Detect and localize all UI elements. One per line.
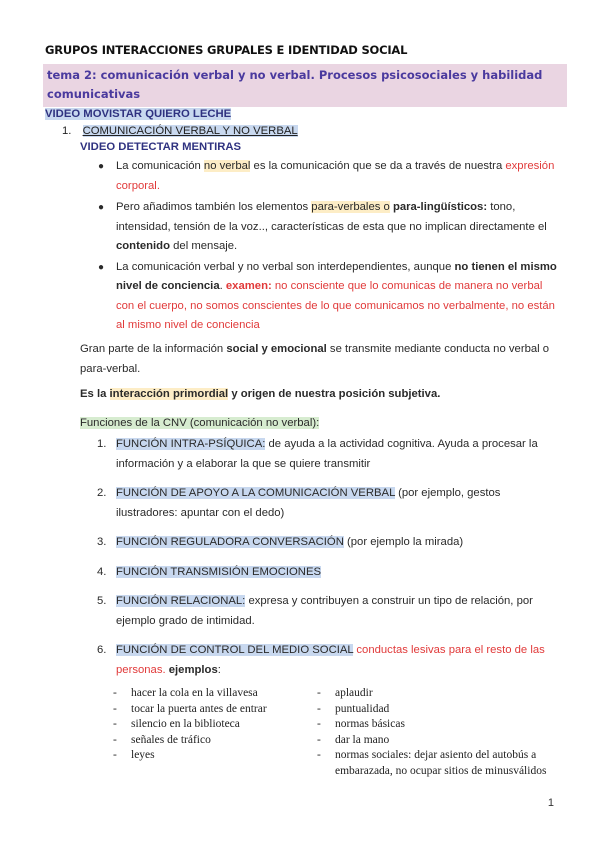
bullet-item (98, 157, 561, 196)
item-number: 6. (97, 644, 107, 656)
bullet-icon: ● (98, 261, 105, 273)
dash-icon: - (317, 733, 321, 746)
dash-icon: - (317, 687, 321, 699)
item-number: 5. (97, 595, 107, 607)
bold-text: para-lingüísticos: (392, 201, 488, 213)
text: La comunicación verbal y no verbal son interdependientes, aunque (116, 260, 455, 273)
text: (por ejemplo la mirada) (343, 536, 464, 548)
text: y origen de nuestra posición subjetiva. (228, 388, 441, 400)
video-note-2: VIDEO DETECTAR MENTIRAS (80, 141, 242, 153)
dash-icon: - (113, 687, 117, 699)
text: del mensaje. (169, 240, 238, 252)
function-item (97, 533, 556, 553)
text: tono, intensidad, tensión de la voz.., características de esta que no implican directamente el (116, 201, 547, 233)
functions-list (97, 435, 556, 680)
dash-icon: - (317, 718, 321, 730)
dash-icon: - (317, 749, 321, 761)
bullet-icon: ● (98, 161, 105, 172)
video-note-1-text: VIDEO MOVISTAR QUIERO LECHE (45, 108, 232, 120)
function-label: FUNCIÓN INTRA-PSÍQUICA: (116, 438, 266, 450)
text: . (219, 280, 226, 292)
text: es la comunicación que se da a través de nuestra (250, 160, 506, 172)
bold-text: ejemplos (165, 663, 218, 676)
bold-text: contenido (116, 240, 170, 252)
text: de ayuda a la actividad cognitiva. Ayuda a procesar la información y a elaborar la que se quiere transmitir (116, 438, 538, 470)
bold-text: social y emocional (226, 343, 327, 355)
examples-left-list (113, 686, 311, 764)
paragraph-social (80, 340, 565, 379)
text: La comunicación (116, 160, 204, 172)
page-number: 1 (547, 797, 554, 809)
red-text: conductas lesivas para el resto de las personas. (116, 644, 545, 676)
example-item: - hacer la cola en la villavesa (131, 686, 311, 702)
item-number: 4. (97, 565, 107, 578)
example-item: - aplaudir (335, 686, 570, 702)
example-item: - puntualidad (335, 702, 570, 718)
text: Pero añadimos también los elementos (116, 201, 312, 213)
dash-icon: - (113, 749, 117, 761)
example-item: - dar la mano (335, 733, 570, 749)
functions-title-text: Funciones de la CNV (comunicación no verbal): (80, 417, 320, 429)
function-label: FUNCIÓN DE CONTROL DEL MEDIO SOCIAL (116, 644, 354, 656)
function-label: FUNCIÓN RELACIONAL: (116, 595, 246, 607)
dash-icon: - (113, 733, 117, 746)
red-text: expresión corporal. (116, 160, 555, 192)
topic-heading: tema 2: comunicación verbal y no verbal. Procesos psicosociales y habilidad comunicativas (43, 64, 567, 107)
example-item: - normas básicas (335, 717, 570, 733)
function-item (97, 563, 556, 583)
functions-title (80, 414, 319, 434)
red-text: no consciente que lo comunicas de manera no verbal con el cuerpo, no somos conscientes de lo que comunicamos no verbalmente, no están al mismo nivel de conciencia (116, 280, 555, 331)
paragraph-interaction (80, 385, 560, 405)
text: expresa y contribuyen a construir un tipo de relación, por ejemplo grado de intimidad. (116, 595, 533, 627)
examples-right-list (317, 686, 570, 779)
item-number: 3. (97, 536, 107, 548)
example-item: - silencio en la biblioteca (131, 717, 311, 733)
function-item (97, 592, 556, 631)
function-item (97, 641, 556, 680)
function-label: FUNCIÓN TRANSMISIÓN EMOCIONES (116, 565, 322, 578)
function-label: FUNCIÓN REGULADORA CONVERSACIÓN (116, 536, 344, 548)
text: se transmite mediante conducta no verbal o para-verbal. (80, 343, 550, 375)
bullet-icon: ● (98, 202, 105, 213)
example-item: - tocar la puerta antes de entrar (131, 702, 311, 718)
section-1-heading (62, 122, 298, 142)
red-bold-text: examen: (225, 280, 272, 292)
section-1-title: COMUNICACIÓN VERBAL Y NO VERBAL (82, 125, 298, 137)
bold-text: no tienen el mismo nivel de conciencia (116, 260, 557, 292)
text: Es la (80, 388, 110, 400)
bullet-item (98, 198, 561, 257)
item-number: 2. (97, 487, 107, 499)
document-title: GRUPOS INTERACCIONES GRUPALES E IDENTIDAD SOCIAL (45, 43, 408, 57)
text: (por ejemplo, gestos ilustradores: apuntar con el dedo) (116, 487, 501, 519)
function-item (97, 484, 556, 523)
dash-icon: - (317, 702, 321, 715)
function-item (97, 435, 556, 474)
bullet-list (98, 157, 561, 336)
text: : (217, 663, 221, 676)
section-1-number: 1. (62, 125, 72, 137)
dash-icon: - (113, 718, 117, 730)
example-item: - normas sociales: dejar asiento del autobús a embarazada, no ocupar sitios de minusválidos (317, 749, 547, 777)
dash-icon: - (113, 702, 117, 715)
example-item: - leyes (131, 748, 311, 764)
text: Gran parte de la información (80, 343, 227, 355)
bullet-item (98, 258, 561, 336)
highlight: no verbal (203, 160, 251, 172)
highlight: interacción primordial (109, 388, 229, 400)
function-label: FUNCIÓN DE APOYO A LA COMUNICACIÓN VERBAL (116, 487, 395, 499)
video-note-1 (45, 108, 231, 120)
item-number: 1. (97, 438, 107, 450)
highlight: para-verbales o (311, 201, 390, 213)
example-item: - señales de tráfico (131, 733, 311, 749)
